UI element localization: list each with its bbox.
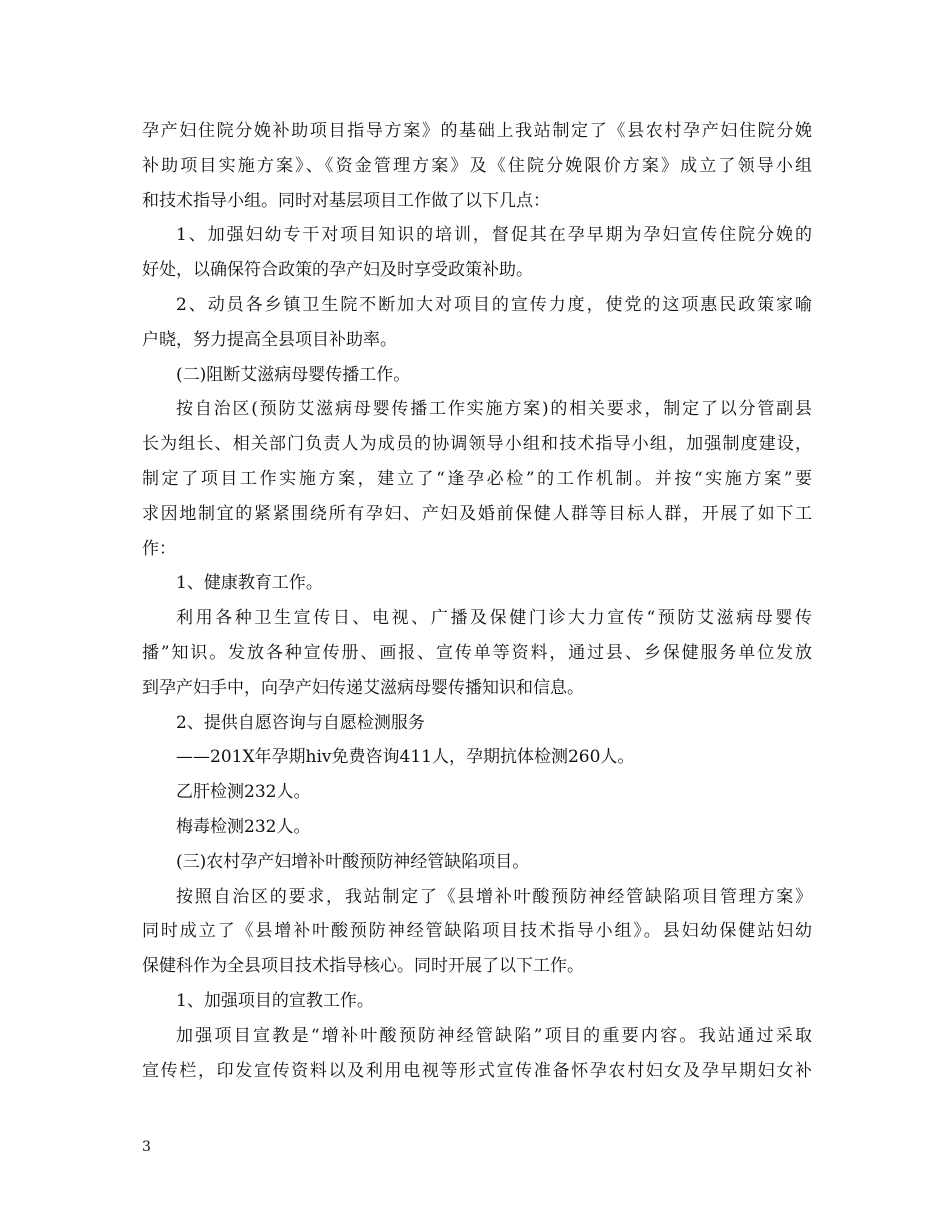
text-line: 按照自治区的要求，我站制定了《县增补叶酸预防神经管缺陷项目管理方案》 xyxy=(176,886,812,907)
text-line: 播”知识。发放各种宣传册、画报、宣传单等资料，通过县、乡保健服务单位发放 xyxy=(142,642,812,663)
text-line: 作： xyxy=(142,538,176,559)
text-line: 和技术指导小组。同时对基层项目工作做了以下几点： xyxy=(142,190,550,211)
text-line: 按自治区(预防艾滋病母婴传播工作实施方案)的相关要求，制定了以分管副县 xyxy=(176,399,812,420)
text-line: 补助项目实施方案》、《资金管理方案》及《住院分娩限价方案》成立了领导小组 xyxy=(142,155,812,176)
text-line: 到孕产妇手中，向孕产妇传递艾滋病母婴传播知识和信息。 xyxy=(142,677,584,698)
text-line: 长为组长、相关部门负责人为成员的协调领导小组和技术指导小组，加强制度建设， xyxy=(142,434,812,455)
text-line: 加强项目宣教是“增补叶酸预防神经管缺陷”项目的重要内容。我站通过采取 xyxy=(176,1025,812,1046)
text-line: 1、加强妇幼专干对项目知识的培训，督促其在孕早期为孕妇宣传住院分娩的 xyxy=(176,225,812,246)
text-line: 保健科作为全县项目技术指导核心。同时开展了以下工作。 xyxy=(142,956,584,977)
text-line: 求因地制宜的紧紧围绕所有孕妇、产妇及婚前保健人群等目标人群，开展了如下工 xyxy=(142,503,812,524)
text-line: 梅毒检测232人。 xyxy=(176,816,311,837)
section-heading: (三)农村孕产妇增补叶酸预防神经管缺陷项目。 xyxy=(176,851,530,872)
text-line: 好处，以确保符合政策的孕产妇及时享受政策补助。 xyxy=(142,260,533,281)
text-line: ——201X年孕期hiv免费咨询411人，孕期抗体检测260人。 xyxy=(176,747,635,768)
section-heading: (二)阻断艾滋病母婴传播工作。 xyxy=(176,364,411,385)
document-body xyxy=(142,114,812,1088)
text-line: 1、健康教育工作。 xyxy=(176,573,323,594)
text-line: 利用各种卫生宣传日、电视、广播及保健门诊大力宣传“预防艾滋病母婴传 xyxy=(176,608,812,629)
text-line: 户晓，努力提高全县项目补助率。 xyxy=(142,329,397,350)
text-line: 乙肝检测232人。 xyxy=(176,782,311,803)
text-line: 宣传栏，印发宣传资料以及利用电视等形式宣传准备怀孕农村妇女及孕早期妇女补 xyxy=(142,1060,812,1081)
text-line: 2、提供自愿咨询与自愿检测服务 xyxy=(176,712,425,733)
text-line: 孕产妇住院分娩补助项目指导方案》的基础上我站制定了《县农村孕产妇住院分娩 xyxy=(142,121,812,141)
text-line: 1、加强项目的宣教工作。 xyxy=(176,990,374,1011)
text-line: 2、动员各乡镇卫生院不断加大对项目的宣传力度，使党的这项惠民政策家喻 xyxy=(176,294,812,315)
text-line: 制定了项目工作实施方案，建立了“逢孕必检”的工作机制。并按“实施方案”要 xyxy=(142,468,812,489)
page-number: 3 xyxy=(142,1139,151,1155)
text-line: 同时成立了《县增补叶酸预防神经管缺陷项目技术指导小组》。县妇幼保健站妇幼 xyxy=(142,921,812,942)
